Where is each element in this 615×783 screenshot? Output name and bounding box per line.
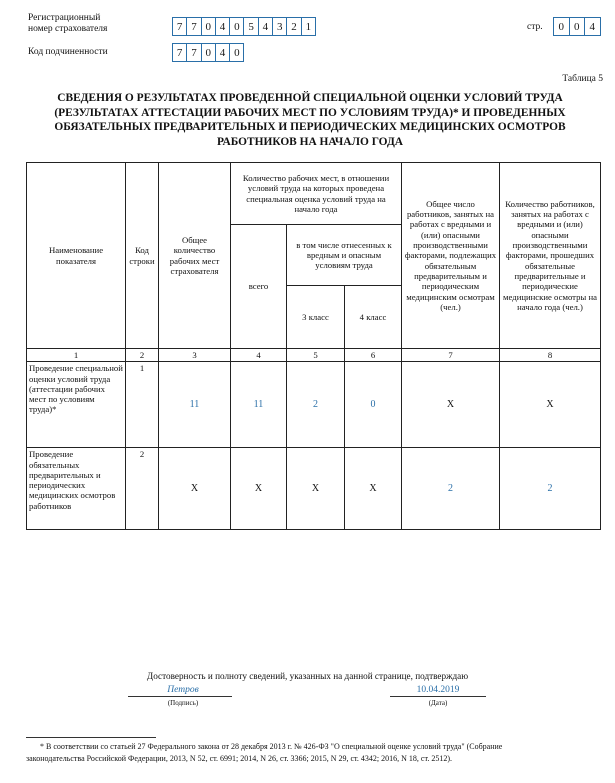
value-cell: X (287, 448, 345, 530)
table-row (27, 362, 601, 448)
table-row (27, 448, 601, 530)
value-cell[interactable]: 2 (500, 448, 601, 530)
digit-cell[interactable]: 3 (272, 17, 287, 36)
col-header-workers-subject: Общее число работников, занятых на работах с вредными и (или) опасными производственными факторами, подлежащих обязательным предварительным и периодическим медицинским осмотрам (чел.) (402, 163, 500, 349)
digit-cell[interactable]: 7 (186, 17, 201, 36)
digit-cell[interactable]: 0 (201, 43, 216, 62)
value-cell: X (345, 448, 402, 530)
column-number: 8 (500, 349, 601, 362)
col-header-workers-passed: Количество работников, занятых на работах с вредными и (или) опасными производственными факторами, прошедших обязательные предварительные и периодические медицинские осмотры на начало года (чел.) (500, 163, 601, 349)
title-line-2: (РЕЗУЛЬТАТАХ АТТЕСТАЦИИ РАБОЧИХ МЕСТ ПО УСЛОВИЯМ ТРУДА)* И ПРОВЕДЕННЫХ (54, 106, 566, 119)
signature-line (128, 696, 232, 697)
value-cell: X (231, 448, 287, 530)
reg-number-label-line2: номер страхователя (28, 24, 108, 34)
digit-cell[interactable]: 4 (215, 43, 230, 62)
column-numbers-row (27, 349, 601, 362)
digit-cell[interactable]: 4 (215, 17, 230, 36)
col-header-row-code: Код строки (126, 163, 159, 349)
title-line-3: ОБЯЗАТЕЛЬНЫХ ПРЕДВАРИТЕЛЬНЫХ И ПЕРИОДИЧЕСКИХ МЕДИЦИНСКИХ ОСМОТРОВ (54, 121, 566, 133)
digit-cell[interactable]: 0 (201, 17, 216, 36)
digit-cell[interactable]: 0 (229, 43, 244, 62)
digit-cell[interactable]: 2 (286, 17, 301, 36)
col-header-harmful-group: в том числе отнесенных к вредным и опасным условиям труда (287, 225, 402, 286)
confirmation-text: Достоверность и полноту сведений, указанных на данной странице, подтверждаю (146, 671, 469, 681)
date-value[interactable]: 10.04.2019 (416, 685, 460, 695)
footnote-line-1: * В соответствии со статьей 27 Федерального закона от 28 декабря 2013 г. № 426-ФЗ "О специальной оценке условий труда" (Собрание (40, 742, 503, 751)
digit-cell[interactable]: 4 (258, 17, 273, 36)
title-line-4: РАБОТНИКОВ НА НАЧАЛО ГОДА (216, 135, 404, 148)
column-number: 4 (231, 349, 287, 362)
digit-cell[interactable]: 0 (569, 17, 586, 36)
subordination-code-label: Код подчиненности (28, 47, 108, 57)
digit-cell[interactable]: 1 (301, 17, 316, 36)
footnote (26, 741, 608, 764)
date-label: (Дата) (428, 699, 448, 707)
reg-number-label (28, 13, 107, 35)
column-number: 1 (27, 349, 126, 362)
value-cell[interactable]: 11 (231, 362, 287, 448)
page-label: стр. (527, 22, 543, 32)
value-cell: X (500, 362, 601, 448)
value-cell: X (402, 362, 500, 448)
row-name: Проведение обязательных предварительных и периодических медицинских осмотров работников (27, 448, 126, 530)
value-cell[interactable]: 2 (287, 362, 345, 448)
column-number: 3 (159, 349, 231, 362)
column-number: 2 (126, 349, 159, 362)
digit-cell[interactable]: 7 (186, 43, 201, 62)
digit-cell[interactable]: 7 (172, 43, 187, 62)
column-number: 6 (345, 349, 402, 362)
digit-cell[interactable]: 4 (584, 17, 601, 36)
signature-value[interactable]: Петров (167, 685, 199, 695)
column-number: 7 (402, 349, 500, 362)
page-title (40, 91, 580, 149)
subordination-code-field[interactable] (172, 43, 243, 62)
col-header-total: всего (231, 225, 287, 349)
col-header-indicator: Наименование показателя (27, 163, 126, 349)
table-number: Таблица 5 (562, 74, 603, 84)
reg-number-field[interactable] (172, 17, 315, 36)
value-cell[interactable]: 11 (159, 362, 231, 448)
row-code: 1 (126, 362, 159, 448)
value-cell: X (159, 448, 231, 530)
row-code: 2 (126, 448, 159, 530)
footnote-line-2: законодательства Российской Федерации, 2013, N 52, ст. 6991; 2014, N 26, ст. 3366; 2015, N 29, ст. 4342; 2016, N 18, ст. 2512). (26, 753, 453, 763)
digit-cell[interactable]: 0 (229, 17, 244, 36)
footnote-separator (26, 737, 156, 738)
col-header-assessed-group: Количество рабочих мест, в отношении условий труда на которых проведена специальная оценка условий труда на начало года (231, 163, 402, 225)
column-number: 5 (287, 349, 345, 362)
date-line (390, 696, 486, 697)
reg-number-label-line1: Регистрационный (28, 13, 101, 23)
digit-cell[interactable]: 0 (553, 17, 570, 36)
results-table (26, 162, 601, 530)
signature-label: (Подпись) (167, 699, 199, 707)
col-header-class-4: 4 класс (345, 286, 402, 349)
col-header-total-workplaces: Общее количество рабочих мест страхователя (159, 163, 231, 349)
value-cell[interactable]: 0 (345, 362, 402, 448)
digit-cell[interactable]: 7 (172, 17, 187, 36)
row-name: Проведение специальной оценки условий труда (аттестации рабочих мест по условиям труда)* (27, 362, 126, 448)
digit-cell[interactable]: 5 (243, 17, 258, 36)
value-cell[interactable]: 2 (402, 448, 500, 530)
title-line-1: СВЕДЕНИЯ О РЕЗУЛЬТАТАХ ПРОВЕДЕННОЙ СПЕЦИАЛЬНОЙ ОЦЕНКИ УСЛОВИЙ ТРУДА (57, 92, 563, 104)
page-number-field[interactable] (553, 17, 600, 36)
col-header-class-3: 3 класс (287, 286, 345, 349)
